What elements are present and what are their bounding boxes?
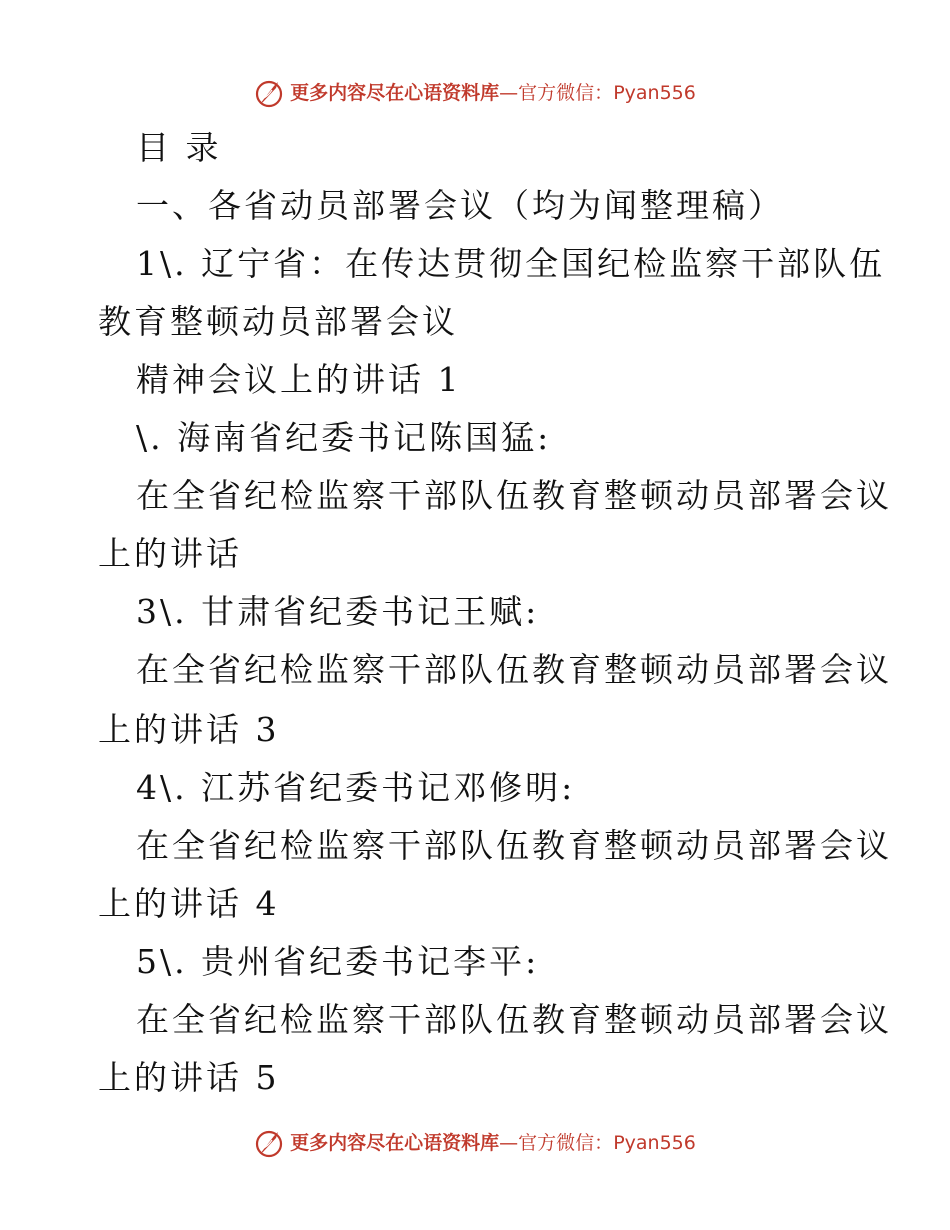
toc-entry-line: 在全省纪检监察干部队伍教育整顿动员部署会议: [136, 1000, 892, 1039]
toc-entry-line: 4\. 江苏省纪委书记邓修明:: [136, 768, 576, 807]
watermark-text: 更多内容尽在心语资料库: [290, 1132, 500, 1154]
watermark-wechat-id: Pyan556: [613, 82, 696, 104]
quill-pen-logo-icon: [254, 1128, 284, 1158]
quill-pen-logo-icon: [254, 78, 284, 108]
watermark-wechat-id: Pyan556: [613, 1132, 696, 1154]
watermark-dash: —: [499, 1132, 519, 1154]
watermark-dash: —: [499, 82, 519, 104]
footer-watermark: [0, 1128, 950, 1158]
toc-section-heading: 一、各省动员部署会议（均为闻整理稿）: [136, 186, 784, 225]
header-watermark: [0, 78, 950, 108]
toc-entry-line: 教育整顿动员部署会议: [98, 302, 458, 341]
watermark-wechat-label: 官方微信：: [518, 1132, 614, 1154]
toc-entry-line: 1\. 辽宁省：在传达贯彻全国纪检监察干部队伍: [136, 244, 886, 283]
toc-title: 目 录: [136, 128, 222, 167]
toc-entry-line: 精神会议上的讲话 1: [136, 360, 462, 399]
toc-entry-line: 5\. 贵州省纪委书记李平:: [136, 942, 540, 981]
toc-entry-line: 上的讲话: [98, 534, 242, 573]
toc-entry-line: 上的讲话 5: [98, 1058, 280, 1097]
toc-entry-line: 在全省纪检监察干部队伍教育整顿动员部署会议: [136, 476, 892, 515]
watermark-text: 更多内容尽在心语资料库: [290, 82, 500, 104]
toc-entry-line: 在全省纪检监察干部队伍教育整顿动员部署会议: [136, 650, 892, 689]
toc-entry-line: \. 海南省纪委书记陈国猛:: [136, 418, 552, 457]
toc-entry-line: 在全省纪检监察干部队伍教育整顿动员部署会议: [136, 826, 892, 865]
toc-entry-line: 上的讲话 4: [98, 884, 280, 923]
watermark-wechat-label: 官方微信：: [518, 82, 614, 104]
toc-entry-line: 3\. 甘肃省纪委书记王赋:: [136, 592, 540, 631]
toc-entry-line: 上的讲话 3: [98, 710, 280, 749]
